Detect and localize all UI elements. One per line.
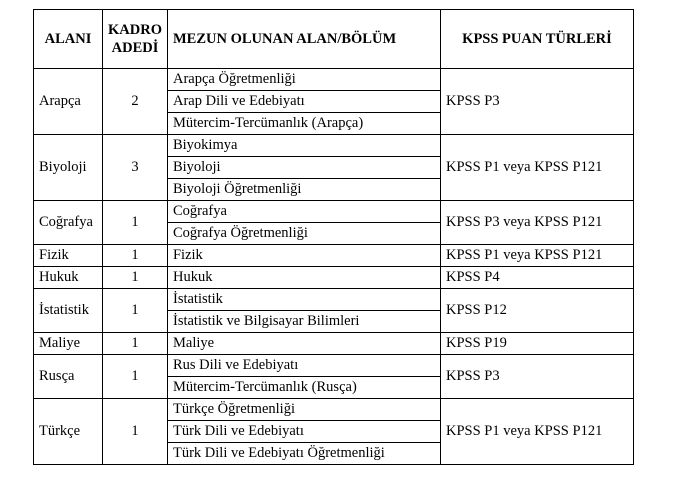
table-row [34, 135, 634, 157]
cell-kpss-puan: KPSS P1 veya KPSS P121 [440, 245, 633, 267]
table-row [34, 399, 634, 421]
header-row [34, 10, 634, 69]
kadro-table [33, 9, 634, 465]
cell-alan: Arapça [34, 69, 103, 135]
cell-mezun-bolum: Türkçe Öğretmenliği [167, 399, 440, 421]
header-mezun: MEZUN OLUNAN ALAN/BÖLÜM [167, 10, 440, 69]
table-row [34, 245, 634, 267]
cell-alan: Rusça [34, 355, 103, 399]
table-body [34, 69, 634, 465]
cell-kadro-adedi: 1 [103, 245, 168, 267]
table-row [34, 333, 634, 355]
cell-kpss-puan: KPSS P19 [440, 333, 633, 355]
cell-kpss-puan: KPSS P1 veya KPSS P121 [440, 135, 633, 201]
cell-mezun-bolum: Coğrafya [167, 201, 440, 223]
cell-kpss-puan: KPSS P3 [440, 69, 633, 135]
cell-mezun-bolum: Türk Dili ve Edebiyatı Öğretmenliği [167, 443, 440, 465]
cell-mezun-bolum: İstatistik [167, 289, 440, 311]
cell-alan: Fizik [34, 245, 103, 267]
cell-alan: Biyoloji [34, 135, 103, 201]
header-kadro-line2: ADEDİ [111, 40, 159, 56]
cell-mezun-bolum: Fizik [167, 245, 440, 267]
cell-kpss-puan: KPSS P4 [440, 267, 633, 289]
cell-mezun-bolum: Türk Dili ve Edebiyatı [167, 421, 440, 443]
cell-mezun-bolum: Biyoloji Öğretmenliği [167, 179, 440, 201]
cell-kadro-adedi: 2 [103, 69, 168, 135]
cell-mezun-bolum: Mütercim-Tercümanlık (Rusça) [167, 377, 440, 399]
table-header [34, 10, 634, 69]
cell-kadro-adedi: 1 [103, 355, 168, 399]
table-row [34, 289, 634, 311]
header-kadro [103, 10, 168, 69]
cell-kpss-puan: KPSS P1 veya KPSS P121 [440, 399, 633, 465]
table-row [34, 69, 634, 91]
header-alan: ALANI [34, 10, 103, 69]
cell-mezun-bolum: Rus Dili ve Edebiyatı [167, 355, 440, 377]
cell-alan: İstatistik [34, 289, 103, 333]
cell-kadro-adedi: 1 [103, 333, 168, 355]
cell-alan: Hukuk [34, 267, 103, 289]
cell-alan: Coğrafya [34, 201, 103, 245]
table-row [34, 355, 634, 377]
cell-mezun-bolum: Coğrafya Öğretmenliği [167, 223, 440, 245]
cell-mezun-bolum: Biyokimya [167, 135, 440, 157]
cell-mezun-bolum: Hukuk [167, 267, 440, 289]
cell-kadro-adedi: 3 [103, 135, 168, 201]
header-puan: KPSS PUAN TÜRLERİ [440, 10, 633, 69]
cell-kadro-adedi: 1 [103, 399, 168, 465]
cell-kadro-adedi: 1 [103, 267, 168, 289]
header-kadro-line1: KADRO [108, 22, 162, 38]
cell-kadro-adedi: 1 [103, 201, 168, 245]
table-row [34, 267, 634, 289]
table-row [34, 201, 634, 223]
cell-kpss-puan: KPSS P3 [440, 355, 633, 399]
cell-mezun-bolum: Arap Dili ve Edebiyatı [167, 91, 440, 113]
cell-kadro-adedi: 1 [103, 289, 168, 333]
cell-mezun-bolum: Arapça Öğretmenliği [167, 69, 440, 91]
cell-mezun-bolum: Maliye [167, 333, 440, 355]
cell-mezun-bolum: İstatistik ve Bilgisayar Bilimleri [167, 311, 440, 333]
cell-alan: Maliye [34, 333, 103, 355]
document-page [33, 9, 634, 465]
cell-kpss-puan: KPSS P12 [440, 289, 633, 333]
cell-kpss-puan: KPSS P3 veya KPSS P121 [440, 201, 633, 245]
cell-mezun-bolum: Mütercim-Tercümanlık (Arapça) [167, 113, 440, 135]
cell-mezun-bolum: Biyoloji [167, 157, 440, 179]
cell-alan: Türkçe [34, 399, 103, 465]
